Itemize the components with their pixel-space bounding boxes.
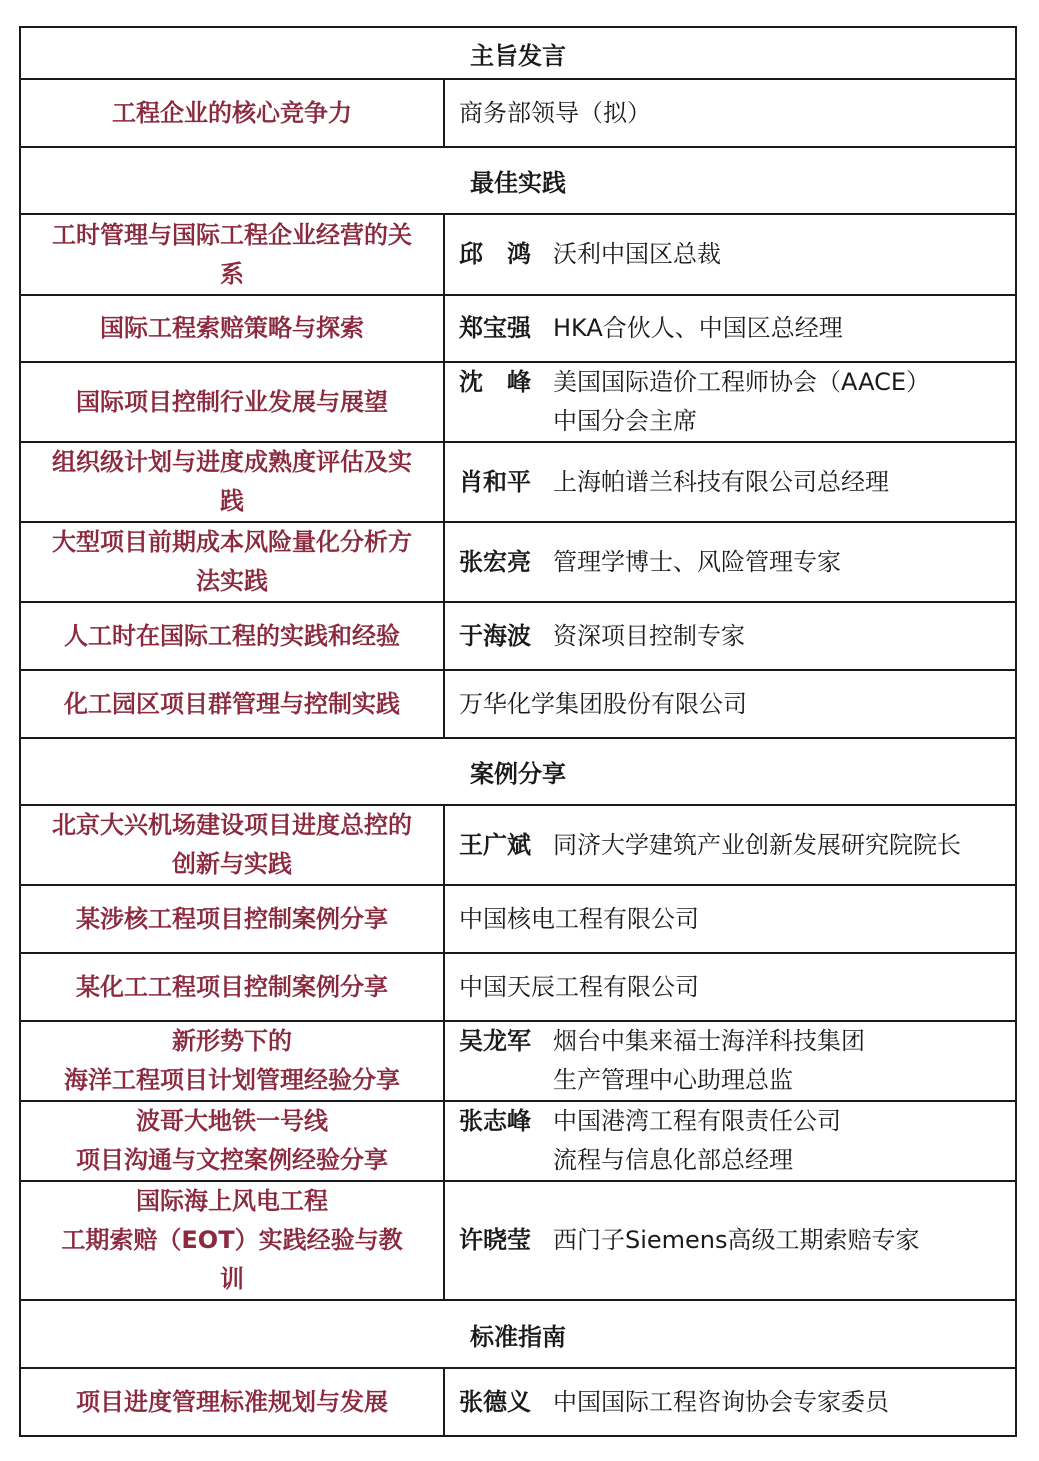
agenda-row — [20, 1021, 1016, 1101]
speaker-cell — [444, 670, 1016, 738]
speaker-cell — [444, 1021, 1016, 1101]
topic-line: 人工时在国际工程的实践和经验 — [64, 621, 400, 650]
agenda-row — [20, 953, 1016, 1021]
agenda-row — [20, 602, 1016, 670]
section-header-row — [20, 1300, 1016, 1368]
topic-line: 工期索赔（EOT）实践经验与教 — [61, 1226, 403, 1254]
role-line: 沃利中国区总裁 — [553, 240, 721, 268]
topic-line: 项目沟通与文控案例经验分享 — [76, 1146, 388, 1174]
role-line: 烟台中集来福士海洋科技集团 — [553, 1027, 865, 1055]
talk-topic — [20, 295, 444, 362]
speaker-role — [553, 1102, 1001, 1180]
role-line: 流程与信息化部总经理 — [553, 1146, 793, 1174]
speaker-cell — [444, 602, 1016, 670]
speaker-cell — [444, 1181, 1016, 1300]
topic-line: 海洋工程项目计划管理经验分享 — [64, 1066, 400, 1094]
talk-topic — [20, 1101, 444, 1181]
topic-line: 国际海上风电工程 — [136, 1187, 328, 1215]
topic-line: 创新与实践 — [172, 850, 292, 878]
speaker-cell — [444, 295, 1016, 362]
topic-line: 新形势下的 — [172, 1027, 292, 1055]
role-line: 同济大学建筑产业创新发展研究院院长 — [553, 830, 961, 859]
speaker-cell — [444, 953, 1016, 1021]
topic-line: 系 — [220, 259, 244, 288]
speaker-role — [553, 463, 1001, 502]
agenda-row — [20, 362, 1016, 442]
role-line: 资深项目控制专家 — [553, 621, 745, 650]
speaker-name: 许晓莹 — [459, 1226, 531, 1254]
talk-topic — [20, 1181, 444, 1300]
speaker-name: 邱 鸿 — [459, 240, 531, 268]
role-line: 管理学博士、风险管理专家 — [553, 547, 841, 576]
speaker-role — [553, 1221, 1001, 1260]
role-line: 中国天辰工程有限公司 — [459, 972, 699, 1001]
speaker-cell — [444, 79, 1016, 147]
agenda-row — [20, 1101, 1016, 1181]
agenda-row — [20, 670, 1016, 738]
agenda-row — [20, 805, 1016, 885]
speaker-cell — [444, 522, 1016, 602]
topic-line: 工时管理与国际工程企业经营的关 — [52, 220, 412, 249]
topic-line: 北京大兴机场建设项目进度总控的 — [52, 811, 412, 839]
talk-topic — [20, 442, 444, 522]
agenda-row — [20, 1368, 1016, 1436]
topic-line: 践 — [220, 487, 244, 515]
speaker-name: 张德义 — [459, 1387, 531, 1416]
topic-line: 某化工工程项目控制案例分享 — [76, 972, 388, 1001]
role-line: 美国国际造价工程师协会（AACE） — [553, 368, 931, 396]
talk-topic — [20, 1368, 444, 1436]
speaker-organization — [459, 968, 1001, 1007]
speaker-role — [553, 617, 1001, 656]
talk-topic — [20, 953, 444, 1021]
agenda-row — [20, 522, 1016, 602]
topic-line: 项目进度管理标准规划与发展 — [76, 1387, 388, 1416]
talk-topic — [20, 214, 444, 295]
speaker-cell — [444, 1101, 1016, 1181]
agenda-row — [20, 214, 1016, 295]
topic-line: 训 — [220, 1265, 244, 1293]
role-line: 中国港湾工程有限责任公司 — [553, 1107, 841, 1135]
speaker-role — [553, 309, 1001, 348]
speaker-organization — [459, 900, 1001, 939]
role-line: 万华化学集团股份有限公司 — [459, 689, 747, 718]
section-title: 最佳实践 — [20, 147, 1016, 214]
agenda-row — [20, 1181, 1016, 1300]
agenda-row — [20, 295, 1016, 362]
talk-topic — [20, 602, 444, 670]
role-line: 中国分会主席 — [553, 407, 697, 435]
agenda-row — [20, 79, 1016, 147]
speaker-name: 于海波 — [459, 621, 531, 650]
speaker-cell — [444, 805, 1016, 885]
agenda-row — [20, 885, 1016, 953]
role-line: HKA合伙人、中国区总经理 — [553, 314, 843, 342]
speaker-cell — [444, 214, 1016, 295]
speaker-role — [553, 1022, 1001, 1100]
topic-line: 法实践 — [196, 567, 268, 595]
role-line: 商务部领导（拟） — [459, 98, 651, 127]
role-line: 生产管理中心助理总监 — [553, 1066, 793, 1094]
speaker-cell — [444, 1368, 1016, 1436]
agenda-body — [20, 27, 1016, 1436]
agenda-table — [19, 26, 1017, 1437]
speaker-role — [553, 1383, 1001, 1422]
speaker-cell — [444, 442, 1016, 522]
agenda-row — [20, 442, 1016, 522]
talk-topic — [20, 522, 444, 602]
speaker-role — [553, 543, 1001, 582]
speaker-name: 吴龙军 — [459, 1027, 531, 1055]
speaker-cell — [444, 362, 1016, 442]
section-header-row — [20, 147, 1016, 214]
talk-topic — [20, 885, 444, 953]
talk-topic — [20, 805, 444, 885]
speaker-name: 张宏亮 — [459, 547, 531, 576]
role-line: 上海帕谱兰科技有限公司总经理 — [553, 467, 889, 496]
section-title: 标准指南 — [20, 1300, 1016, 1368]
speaker-name: 肖和平 — [459, 467, 531, 496]
topic-line: 化工园区项目群管理与控制实践 — [64, 689, 400, 718]
talk-topic — [20, 362, 444, 442]
talk-topic — [20, 1021, 444, 1101]
topic-line: 大型项目前期成本风险量化分析方 — [52, 528, 412, 556]
speaker-name: 张志峰 — [459, 1107, 531, 1135]
speaker-name: 沈 峰 — [459, 368, 531, 396]
section-header-row — [20, 738, 1016, 805]
section-title: 主旨发言 — [20, 27, 1016, 79]
role-line: 西门子Siemens高级工期索赔专家 — [553, 1226, 920, 1254]
role-line: 中国核电工程有限公司 — [459, 904, 699, 933]
topic-line: 工程企业的核心竞争力 — [112, 98, 352, 127]
role-line: 中国国际工程咨询协会专家委员 — [553, 1387, 889, 1416]
topic-line: 某涉核工程项目控制案例分享 — [76, 904, 388, 933]
section-header-row — [20, 27, 1016, 79]
speaker-role — [553, 826, 1001, 865]
topic-line: 波哥大地铁一号线 — [136, 1107, 328, 1135]
speaker-role — [553, 363, 1001, 441]
talk-topic — [20, 670, 444, 738]
talk-topic — [20, 79, 444, 147]
speaker-organization — [459, 685, 1001, 724]
speaker-name: 王广斌 — [459, 830, 531, 859]
section-title: 案例分享 — [20, 738, 1016, 805]
topic-line: 组织级计划与进度成熟度评估及实 — [52, 448, 412, 476]
topic-line: 国际工程索赔策略与探索 — [100, 314, 364, 342]
speaker-name: 郑宝强 — [459, 314, 531, 342]
speaker-cell — [444, 885, 1016, 953]
speaker-role — [553, 235, 1001, 274]
speaker-organization — [459, 94, 1001, 133]
topic-line: 国际项目控制行业发展与展望 — [76, 387, 388, 416]
